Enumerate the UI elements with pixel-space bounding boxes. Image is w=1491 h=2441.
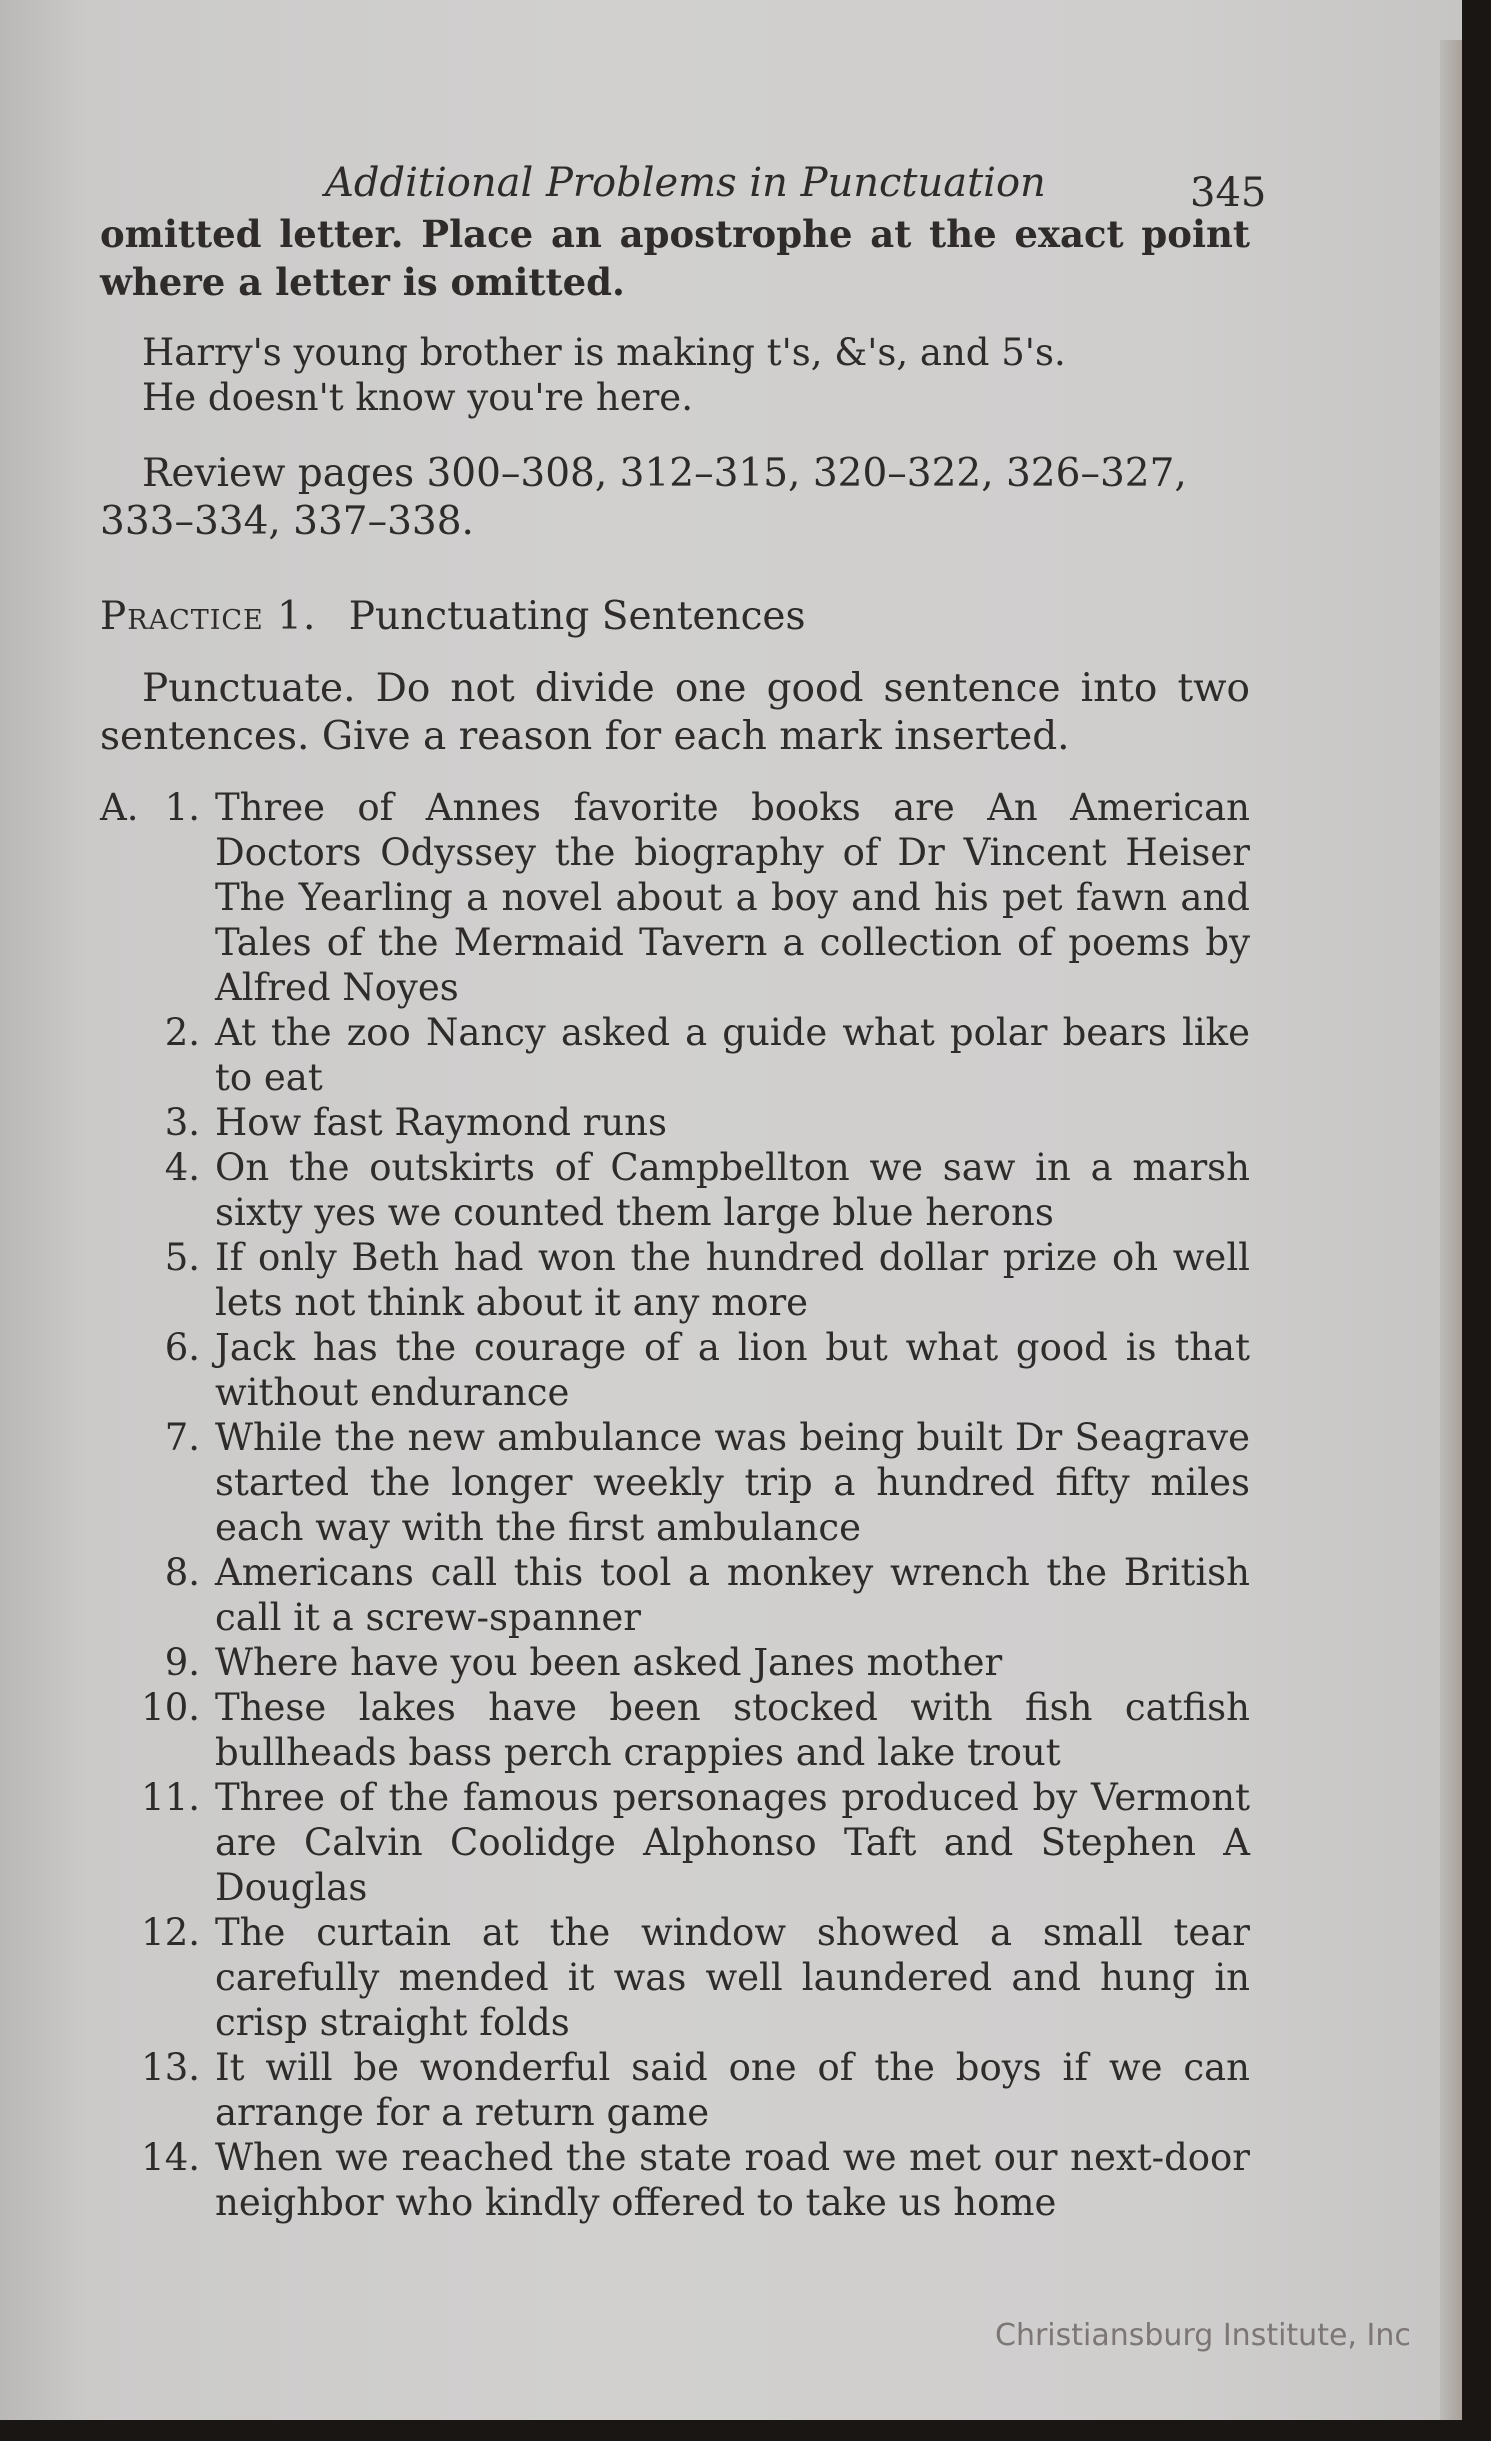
item-number: 3. <box>164 1101 200 1144</box>
watermark: Christiansburg Institute, Inc <box>995 2318 1411 2353</box>
example-sentences <box>100 330 1250 420</box>
item-text: The curtain at the window showed a small tear carefully mended it was well laundered and hung in crisp straight folds <box>215 1911 1250 2044</box>
practice-instructions: Punctuate. Do not divide one good sentence into two sentences. Give a reason for each mark inserted. <box>100 666 1250 759</box>
item-number: 10. <box>141 1686 200 1729</box>
list-item <box>100 1685 1250 1775</box>
item-text: Americans call this tool a monkey wrench the British call it a screw-spanner <box>215 1551 1250 1639</box>
item-text: These lakes have been stocked with fish catfish bullheads bass perch crappies and lake trout <box>215 1686 1250 1774</box>
list-item <box>100 1775 1250 1910</box>
item-number: 2. <box>164 1011 200 1054</box>
intro-paragraph: omitted letter. Place an apostrophe at the exact point where a letter is omitted. <box>100 212 1250 304</box>
section-letter: A. <box>100 786 139 829</box>
list-item <box>100 1100 1250 1145</box>
item-number: 12. <box>141 1911 200 1954</box>
item-text: It will be wonderful said one of the boys if we can arrange for a return game <box>215 2046 1250 2134</box>
list-item <box>100 1235 1250 1325</box>
page-number: 345 <box>1190 170 1267 216</box>
list-item <box>100 1415 1250 1550</box>
running-head: Additional Problems in Punctuation <box>325 160 1046 206</box>
item-number: 11. <box>141 1776 200 1819</box>
item-number: 5. <box>164 1236 200 1279</box>
item-number: 8. <box>164 1551 200 1594</box>
item-number: 1. <box>164 786 200 829</box>
item-text: When we reached the state road we met our next-door neighbor who kindly offered to take us home <box>215 2136 1250 2224</box>
item-number: 13. <box>141 2046 200 2089</box>
list-item <box>100 1010 1250 1100</box>
item-text: Three of Annes favorite books are An American Doctors Odyssey the biography of Dr Vincent Heiser The Yearling a novel about a boy and his pet fawn and Tales of the Mermaid Tavern a collection of poems by Alfred Noyes <box>215 786 1250 1009</box>
practice-label: Practice 1. <box>100 594 317 639</box>
item-text: While the new ambulance was being built Dr Seagrave started the longer weekly trip a hundred fifty miles each way with the first ambulance <box>215 1416 1250 1549</box>
item-text: At the zoo Nancy asked a guide what polar bears like to eat <box>215 1011 1250 1099</box>
item-number: 4. <box>164 1146 200 1189</box>
review-pages: Review pages 300–308, 312–315, 320–322, 326–327, 333–334, 337–338. <box>100 451 1187 544</box>
item-number: 7. <box>164 1416 200 1459</box>
list-item <box>100 1640 1250 1685</box>
list-item <box>100 2135 1250 2225</box>
practice-title: Punctuating Sentences <box>348 594 806 639</box>
practice-heading <box>100 594 1250 639</box>
item-text: If only Beth had won the hundred dollar prize oh well lets not think about it any more <box>215 1236 1250 1324</box>
item-number: 14. <box>141 2136 200 2179</box>
item-text: How fast Raymond runs <box>215 1101 667 1144</box>
item-text: On the outskirts of Campbellton we saw in a marsh sixty yes we counted them large blue herons <box>215 1146 1250 1234</box>
list-item <box>100 2045 1250 2135</box>
page-text <box>100 150 1267 2225</box>
example-sentence: Harry's young brother is making t's, &'s, and 5's. <box>142 331 1066 374</box>
list-item <box>100 1145 1250 1235</box>
item-text: Jack has the courage of a lion but what good is that without endurance <box>215 1326 1250 1414</box>
list-item <box>100 1325 1250 1415</box>
list-item <box>100 1910 1250 2045</box>
item-text: Where have you been asked Janes mother <box>215 1641 1003 1684</box>
page-header <box>100 150 1267 216</box>
page-edge <box>1440 40 1462 2420</box>
example-sentence: He doesn't know you're here. <box>142 376 693 419</box>
item-number: 9. <box>164 1641 200 1684</box>
list-item <box>100 1550 1250 1640</box>
item-number: 6. <box>164 1326 200 1369</box>
problem-list <box>100 785 1250 2225</box>
item-text: Three of the famous personages produced by Vermont are Calvin Coolidge Alphonso Taft and Stephen A Douglas <box>215 1776 1250 1909</box>
list-item <box>100 785 1250 1010</box>
